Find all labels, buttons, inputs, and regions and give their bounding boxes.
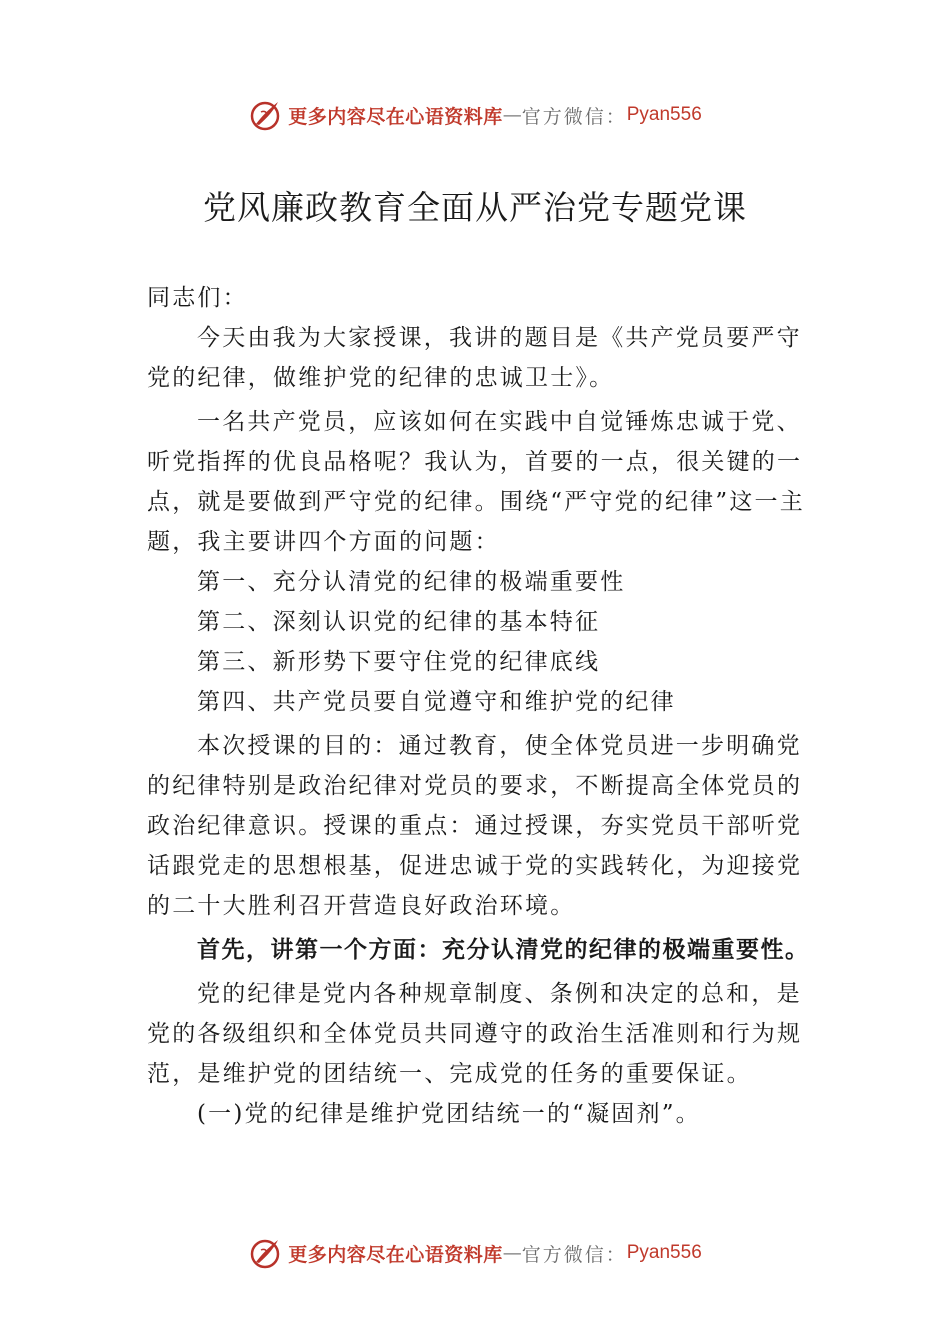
quill-logo-icon bbox=[248, 98, 282, 132]
paragraph-topic: 一名共产党员，应该如何在实践中自觉锤炼忠诚于党、听党指挥的优良品格呢？我认为，首要的一点，很关键的一点，就是要做到严守党的纪律。围绕“严守党的纪律”这一主题，我主要讲四个方面的问题： bbox=[147, 409, 805, 555]
watermark-dash: — bbox=[502, 104, 522, 126]
section-heading: 首先，讲第一个方面：充分认清党的纪律的极端重要性。 bbox=[197, 937, 810, 963]
outline-item-1: 第一、充分认清党的纪律的极端重要性 bbox=[197, 569, 626, 595]
watermark-dash: — bbox=[502, 1242, 522, 1264]
footer-watermark bbox=[0, 1233, 950, 1273]
watermark-wechat-label: 官方微信： bbox=[521, 1243, 627, 1266]
quill-logo-icon bbox=[248, 1236, 282, 1270]
outline-item-3: 第三、新形势下要守住党的纪律底线 bbox=[197, 649, 601, 675]
document-body bbox=[147, 278, 813, 1134]
salutation: 同志们： bbox=[147, 285, 248, 311]
outline-item-4: 第四、共产党员要自觉遵守和维护党的纪律 bbox=[197, 689, 676, 715]
watermark-brand-text: 更多内容尽在心语资料库 bbox=[288, 1243, 503, 1266]
paragraph-intro: 今天由我为大家授课，我讲的题目是《共产党员要严守党的纪律，做维护党的纪律的忠诚卫士》。 bbox=[147, 325, 802, 391]
document-title: 党风廉政教育全面从严治党专题党课 bbox=[203, 188, 747, 227]
header-watermark bbox=[0, 95, 950, 135]
paragraph-section-body: 党的纪律是党内各种规章制度、条例和决定的总和，是党的各级组织和全体党员共同遵守的政治生活准则和行为规范，是维护党的团结统一、完成党的任务的重要保证。 bbox=[147, 981, 803, 1087]
subsection-heading: (一)党的纪律是维护党团结统一的“凝固剂”。 bbox=[197, 1101, 701, 1127]
watermark-wechat-label: 官方微信： bbox=[521, 105, 627, 128]
watermark-wechat-id: Pyan556 bbox=[626, 1242, 702, 1263]
watermark-wechat-id: Pyan556 bbox=[626, 104, 702, 125]
outline-item-2: 第二、深刻认识党的纪律的基本特征 bbox=[197, 609, 601, 635]
watermark-brand-text: 更多内容尽在心语资料库 bbox=[288, 105, 503, 128]
paragraph-purpose: 本次授课的目的：通过教育，使全体党员进一步明确党的纪律特别是政治纪律对党员的要求，不断提高全体党员的政治纪律意识。授课的重点：通过授课，夯实党员干部听党话跟党走的思想根基，促进忠诚于党的实践转化，为迎接党的二十大胜利召开营造良好政治环境。 bbox=[147, 733, 803, 919]
